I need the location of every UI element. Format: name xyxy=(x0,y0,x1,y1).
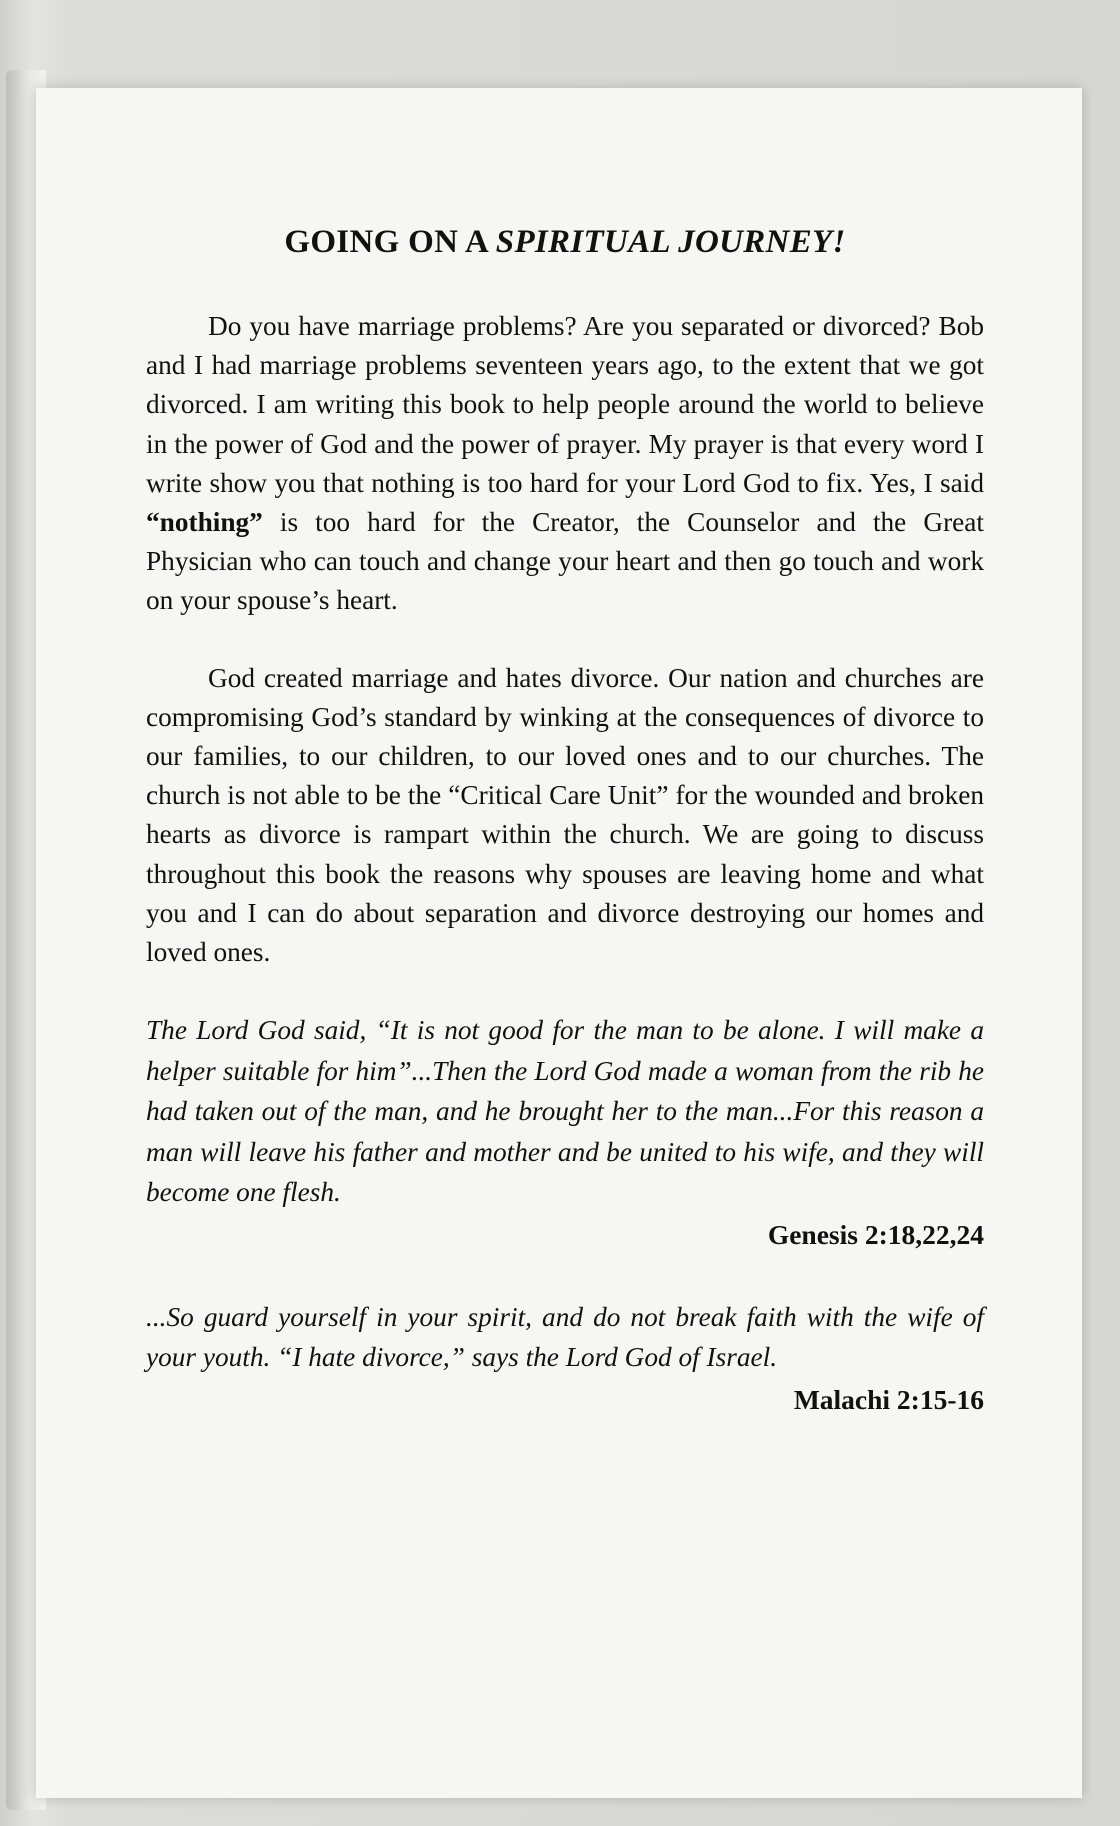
scripture-reference-genesis: Genesis 2:18,22,24 xyxy=(767,1218,984,1250)
page-title xyxy=(146,224,984,261)
scripture-genesis: The Lord God said, “It is not good for the man to be alone. I will make a helper suitable for him”...Then the Lord God made a woman from the rib he had taken out of the man, and he brought her to the man...For this reason a man will leave his father and mother and be united to his wife, and they will become one flesh. xyxy=(146,1015,984,1208)
page-content xyxy=(146,224,984,1420)
page-title-plain: GOING ON A xyxy=(284,224,496,260)
paragraph-god-created-marriage: God created marriage and hates divorce. Our nation and churches are compromising God’s standard by winking at the consequences of divorce to our families, to our children, to our loved ones and to our churches. The church is not able to be the “Critical Care Unit” for the wounded and broken hearts as divorce is rampart within the church. We are going to discuss throughout this book the reasons why spouses are leaving home and what you and I can do about separation and divorce destroying our homes and loved ones. xyxy=(146,662,984,968)
paragraph-1-part-2: is too hard for the Creator, the Counselor and the Great Physician who can touch and change your heart and then go touch and work on your spouse’s heart. xyxy=(146,507,984,616)
scripture-malachi: ...So guard yourself in your spirit, and do not break faith with the wife of your youth. “I hate divorce,” says the Lord God of Israel. xyxy=(146,1301,984,1373)
book-page xyxy=(36,88,1082,1798)
spacer xyxy=(146,1255,984,1297)
paragraph-1-part-1: Do you have marriage problems? Are you separated or divorced? Bob and I had marriage problems seventeen years ago, to the extent that we got divorced. I am writing this book to help people around the world to believe in the power of God and the power of prayer. My prayer is that every word I write show you that nothing is too hard for your Lord God to fix. Yes, I said xyxy=(146,311,984,498)
paragraph-1-bold-nothing: “nothing” xyxy=(146,507,263,538)
scripture-reference-malachi: Malachi 2:15-16 xyxy=(793,1383,984,1415)
page-title-italic: SPIRITUAL JOURNEY! xyxy=(495,224,846,260)
paragraph-marriage-problems xyxy=(146,307,984,621)
